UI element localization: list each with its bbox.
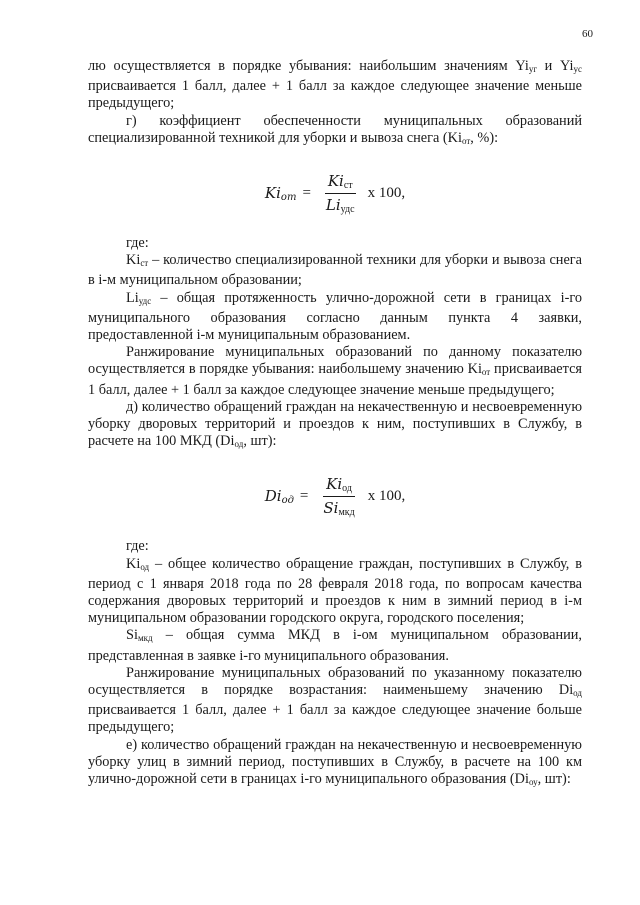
equals-sign: = [302,185,311,202]
formula-multiplier: x 100, [367,488,406,505]
fraction-numerator: $Ki_{ст}$ [325,172,356,194]
fraction [323,172,358,215]
paragraph-where: где: [126,538,149,555]
formula-lhs: $Ki_{от}$ [264,184,297,204]
paragraph-item-g: г) коэффициент обеспеченности муниципальных образований специализированной техникой для уборки и вывоза снега ($Ki_{от}$, %): [88,112,582,146]
definition-ki-st: $Ki_{ст}$ – количество специализированной техники для уборки и вывоза снега в i-м муниципальном образовании; [88,252,582,289]
equals-sign: = [299,488,309,505]
definition-si-mkd: $Si_{мкд}$ – общая сумма МКД в i-ом муниципальном образовании, представленная в заявке i-го муниципального образования. [88,627,582,664]
definition-ki-od: $Ki_{од}$ – общее количество обращение граждан, поступивших в Службу, в период с 1 января 2018 года по 28 февраля 2018 года, по вопросам качества содержания дворовых территорий и проездов к ним в зимний период в i-м муниципальном образовании городского округа, городского поселения; [88,555,582,627]
formula-ki-ot [88,172,582,215]
document-body [88,58,582,791]
fraction [320,475,357,518]
fraction-numerator: $Ki_{од}$ [323,475,355,497]
paragraph-ranking-yi: лю осуществляется в порядке убывания: наибольшим значениям $Yi_{уг}$ и $Yi_{ус}$ присваивается 1 балл, далее + 1 балл за каждое следующее значение меньше предыдущего; [88,58,582,112]
definition-li-uds: $Li_{удс}$ – общая протяженность улично-дорожной сети в границах i-го муниципального образования согласно данным пункта 4 заявки, предоставленной i-м муниципальным образованием. [88,289,582,344]
fraction-denominator: $Si_{мкд}$ [323,499,355,519]
formula-di-od [88,475,582,518]
paragraph-item-e: е) количество обращений граждан на некачественную и несвоевременную уборку улиц в зимний период, поступивших в Службу, в расчете на 100 км улично-дорожной сети в границах i-го муниципального образования ($Di_{оу}$, шт): [88,736,582,788]
paragraph-where: где: [126,235,149,252]
paragraph-ranking-ki-ot: Ранжирование муниципальных образований по данному показателю осуществляется в порядке убывания: наибольшему значению $Ki_{от}$ присваивается 1 балл, далее + 1 балл за каждое следующее значение меньше предыдущего; [88,344,582,398]
formula-lhs: $Di_{од}$ [264,487,294,507]
page-number: 60 [582,28,593,40]
paragraph-item-d: д) количество обращений граждан на некачественную и несвоевременную уборку дворовых территорий и проездов к ним, поступивших в Службу, в расчете на 100 МКД ($Di_{од}$, шт): [88,398,582,450]
paragraph-ranking-di-od: Ранжирование муниципальных образований по указанному показателю осуществляется в порядке возрастания: наименьшему значению $Di_{од}$ присваивается 1 балл, далее + 1 балл за каждое следующее значение больше предыдущего; [88,664,582,736]
fraction-denominator: $Li_{удс}$ [325,196,355,216]
formula-multiplier: x 100, [367,185,406,202]
